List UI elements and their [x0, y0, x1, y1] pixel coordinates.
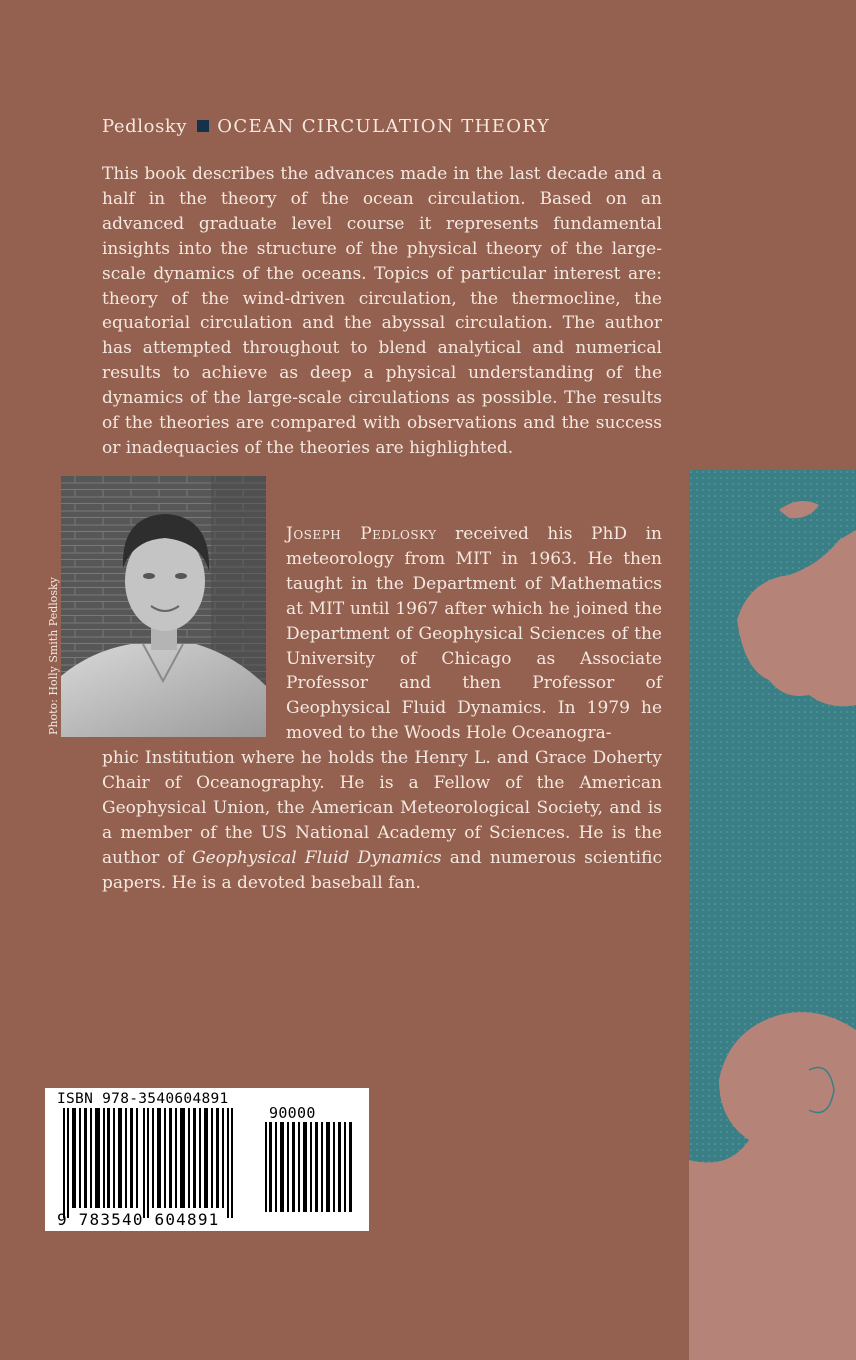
author-bio-text3: and numerous scientific papers. He is a devoted baseball fan.: [102, 847, 662, 893]
book-title: OCEAN CIRCULATION THEORY: [217, 116, 551, 137]
author-bio-text1: received his PhD in meteorology from MIT in 1963. He then taught in the Department of Mathematics at MIT until 1967 after which he joined the Department of Geophysical Sciences of the University of Chicago as Associate Professor and then Professor of Geophysical Fluid Dynamics. In 1979 he moved to the Woods Hole Oceanogra-: [286, 524, 662, 744]
book-description: This book describes the advances made in the last decade and a half in the theory of the ocean circulation. Based on an advanced graduate level course it represents fundamental insights into the structure of the physical theory of the large-scale dynamics of the oceans. Topics of particular interest are: theory of the wind-driven circulation, the thermocline, the equatorial circulation and the abyssal circulation. The author has attempted throughout to blend analytical and numerical results to achieve as deep a physical understanding of the dynamics of the large-scale circulations as possible. The results of the theories are compared with observations and the success or inadequacies of the theories are highlighted.: [102, 164, 662, 458]
author-bio-book: Geophysical Fluid Dynamics: [192, 847, 442, 868]
photo-credit: Photo: Holly Smith Pedlosky: [47, 577, 60, 735]
isbn-label: ISBN 978-3540604891: [57, 1091, 229, 1107]
author-photo: [61, 476, 266, 737]
barcode-addon-number: 90000: [269, 1104, 316, 1122]
author-bio-name: Joseph Pedlosky: [286, 524, 437, 544]
ocean-map-illustration: [689, 470, 856, 1360]
isbn-barcode: [45, 1088, 369, 1231]
barcode-bars-main: [51, 1108, 251, 1220]
author-bio-part2: [102, 746, 662, 895]
series-header: [102, 116, 550, 137]
author-name: Pedlosky: [102, 116, 188, 137]
author-bio-part1: [286, 522, 662, 746]
barcode-bars-addon: [263, 1122, 355, 1214]
barcode-digits: 9 783540 604891: [57, 1210, 220, 1229]
square-bullet-icon: [197, 120, 209, 132]
author-bio-text2: phic Institution where he holds the Henry L. and Grace Doherty Chair of Oceanography. He is a Fellow of the American Geophysical Union, the American Meteorological Society, and is a member of the US National Academy of Sciences. He is the author of: [102, 748, 662, 868]
